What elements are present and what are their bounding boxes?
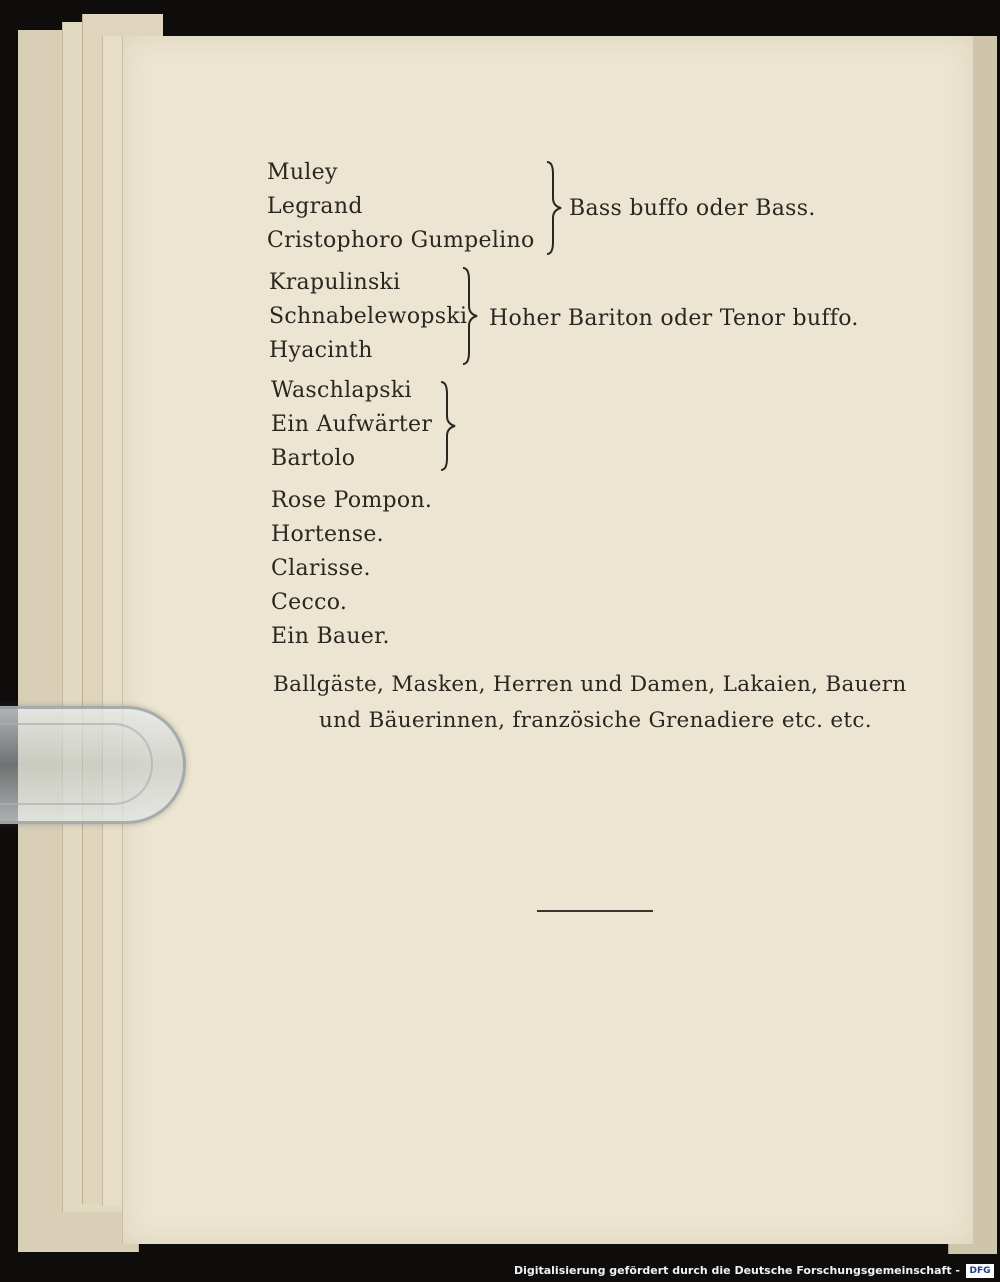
- divider-rule: [537, 910, 653, 912]
- cast-name: Cristophoro Gumpelino: [267, 228, 535, 253]
- brace-icon: [459, 266, 483, 366]
- cast-name: Cecco.: [271, 590, 348, 615]
- cast-name: Ein Aufwärter: [271, 412, 433, 437]
- cast-name: Hyacinth: [269, 338, 373, 363]
- book-page: [122, 36, 973, 1244]
- brace-icon: [437, 380, 461, 472]
- cast-name: Schnabelewopski: [269, 304, 468, 329]
- digitization-footer: [0, 1262, 1000, 1282]
- voice-type: Hoher Bariton oder Tenor buffo.: [489, 306, 859, 331]
- cast-name: Krapulinski: [269, 270, 401, 295]
- cast-name: Hortense.: [271, 522, 384, 547]
- voice-type: Bass buffo oder Bass.: [569, 196, 816, 221]
- footer-credit: Digitalisierung gefördert durch die Deutsche Forschungsgemeinschaft -: [513, 1264, 960, 1277]
- brace-icon: [543, 160, 567, 256]
- chorus-text: Ballgäste, Masken, Herren und Damen, Lakaien, Bauern: [273, 672, 907, 697]
- paper-clip-inner: [0, 723, 153, 805]
- cast-name: Muley: [267, 160, 338, 185]
- cast-name: Waschlapski: [271, 378, 412, 403]
- dfg-logo: DFG: [966, 1264, 994, 1278]
- paper-clip: [0, 706, 186, 824]
- cast-name: Legrand: [267, 194, 363, 219]
- cast-name: Rose Pompon.: [271, 488, 433, 513]
- chorus-text: und Bäuerinnen, französiche Grenadiere etc. etc.: [319, 708, 872, 733]
- cast-name: Bartolo: [271, 446, 356, 471]
- cast-name: Clarisse.: [271, 556, 371, 581]
- cast-name: Ein Bauer.: [271, 624, 390, 649]
